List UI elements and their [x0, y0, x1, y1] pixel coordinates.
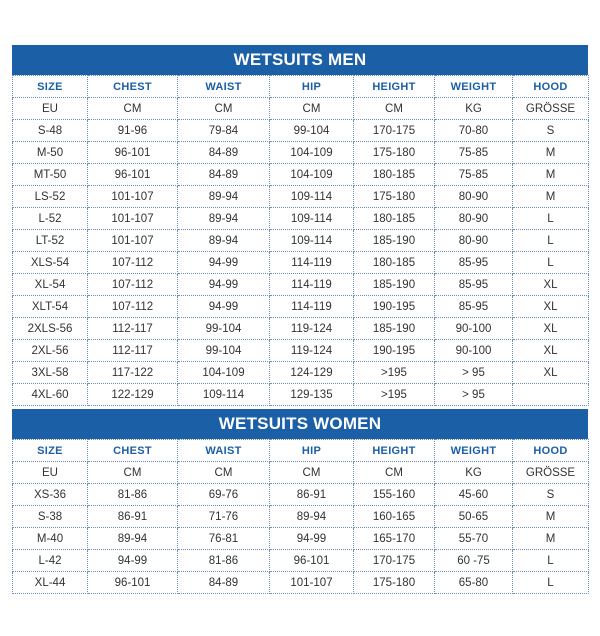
men-table-row-chest-cell: 101-107: [88, 208, 178, 230]
men-table-row-waist-cell: 104-109: [178, 362, 270, 384]
men-table-row-hood-cell: L: [513, 252, 589, 274]
men-table-row: [13, 340, 589, 362]
women-table-row-hood-cell: L: [513, 550, 589, 572]
men-table-row-size-cell: XLT-54: [13, 296, 88, 318]
men-table-row-weight-cell: 90-100: [435, 340, 513, 362]
men-table-row: [13, 142, 589, 164]
women-table-row-hip-cell: 94-99: [270, 528, 354, 550]
women-table-row-chest-cell: 81-86: [88, 484, 178, 506]
women-table-row-size-cell: XS-36: [13, 484, 88, 506]
men-table-row: [13, 230, 589, 252]
men-table-row-hood-cell: XL: [513, 362, 589, 384]
men-table-row-size-cell: MT-50: [13, 164, 88, 186]
men-table-row-height-cell: 185-190: [354, 230, 435, 252]
women-table-row: [13, 528, 589, 550]
women-header-row-size-cell: SIZE: [13, 440, 88, 462]
women-units-row-size-cell: EU: [13, 462, 88, 484]
men-table-row-height-cell: 175-180: [354, 142, 435, 164]
men-table-row: [13, 362, 589, 384]
women-table-row-hood-cell: M: [513, 506, 589, 528]
men-size-table: [12, 75, 589, 406]
men-chart-title: WETSUITS MEN: [12, 45, 588, 75]
men-table-row-weight-cell: 85-95: [435, 274, 513, 296]
men-table-row-hood-cell: M: [513, 186, 589, 208]
women-table-row-hip-cell: 89-94: [270, 506, 354, 528]
women-units-row-weight-cell: KG: [435, 462, 513, 484]
men-table-row-size-cell: 2XL-56: [13, 340, 88, 362]
men-table-row-weight-cell: 85-95: [435, 296, 513, 318]
men-table-row-hip-cell: 109-114: [270, 208, 354, 230]
men-size-chart: [12, 45, 588, 406]
men-table-row-hip-cell: 109-114: [270, 230, 354, 252]
men-table-row-hip-cell: 119-124: [270, 318, 354, 340]
men-table-row-waist-cell: 89-94: [178, 208, 270, 230]
men-table-row-size-cell: XLS-54: [13, 252, 88, 274]
men-table-row-height-cell: 175-180: [354, 186, 435, 208]
women-table-row-waist-cell: 81-86: [178, 550, 270, 572]
women-header-row-weight-cell: WEIGHT: [435, 440, 513, 462]
men-table-row-size-cell: XL-54: [13, 274, 88, 296]
women-table-row-weight-cell: 50-65: [435, 506, 513, 528]
men-table-row-hip-cell: 104-109: [270, 142, 354, 164]
men-table-row-hood-cell: S: [513, 120, 589, 142]
men-table-row-hood-cell: XL: [513, 340, 589, 362]
men-table-row-waist-cell: 94-99: [178, 296, 270, 318]
men-units-row: [13, 98, 589, 120]
men-table-row-chest-cell: 96-101: [88, 142, 178, 164]
men-table-row-waist-cell: 99-104: [178, 340, 270, 362]
men-table-row-chest-cell: 96-101: [88, 164, 178, 186]
women-table-row-hip-cell: 86-91: [270, 484, 354, 506]
men-header-row-weight-cell: WEIGHT: [435, 76, 513, 98]
women-table-row-height-cell: 160-165: [354, 506, 435, 528]
women-table-row-hood-cell: M: [513, 528, 589, 550]
men-table-row-weight-cell: 75-85: [435, 142, 513, 164]
men-table-row-size-cell: 3XL-58: [13, 362, 88, 384]
men-table-row: [13, 296, 589, 318]
men-table-row-hood-cell: M: [513, 142, 589, 164]
men-table-row-hip-cell: 119-124: [270, 340, 354, 362]
men-table-row-size-cell: LT-52: [13, 230, 88, 252]
women-table-row-height-cell: 155-160: [354, 484, 435, 506]
men-table-row-weight-cell: > 95: [435, 362, 513, 384]
women-units-row-hood-cell: GRÖSSE: [513, 462, 589, 484]
men-table-row-hip-cell: 114-119: [270, 296, 354, 318]
men-units-row-height-cell: CM: [354, 98, 435, 120]
men-table-row-weight-cell: > 95: [435, 384, 513, 406]
women-table-row: [13, 550, 589, 572]
men-table-row: [13, 186, 589, 208]
men-table-row-chest-cell: 112-117: [88, 318, 178, 340]
men-table-row-hip-cell: 104-109: [270, 164, 354, 186]
women-table-row-weight-cell: 55-70: [435, 528, 513, 550]
men-table-row-waist-cell: 89-94: [178, 186, 270, 208]
men-table-row-waist-cell: 89-94: [178, 230, 270, 252]
women-table-row-size-cell: XL-44: [13, 572, 88, 594]
men-table-row-height-cell: 185-190: [354, 274, 435, 296]
women-size-chart: [12, 409, 588, 594]
men-table-row-height-cell: 180-185: [354, 208, 435, 230]
men-table-row-weight-cell: 80-90: [435, 186, 513, 208]
women-table-row-hood-cell: L: [513, 572, 589, 594]
women-table-row-waist-cell: 84-89: [178, 572, 270, 594]
women-units-row-hip-cell: CM: [270, 462, 354, 484]
men-table-row-hood-cell: L: [513, 208, 589, 230]
men-table-row-chest-cell: 117-122: [88, 362, 178, 384]
men-table-row-waist-cell: 109-114: [178, 384, 270, 406]
men-table-row-hip-cell: 129-135: [270, 384, 354, 406]
men-table-row: [13, 164, 589, 186]
men-table-row: [13, 384, 589, 406]
men-table-row-chest-cell: 91-96: [88, 120, 178, 142]
men-table-row-size-cell: LS-52: [13, 186, 88, 208]
women-table-row-hip-cell: 96-101: [270, 550, 354, 572]
men-table-row-waist-cell: 84-89: [178, 142, 270, 164]
women-table-row-chest-cell: 89-94: [88, 528, 178, 550]
women-table-row: [13, 484, 589, 506]
men-table-row-chest-cell: 107-112: [88, 252, 178, 274]
women-table-row: [13, 506, 589, 528]
women-table-row: [13, 572, 589, 594]
women-table-row-weight-cell: 60 -75: [435, 550, 513, 572]
men-table-row-hood-cell: XL: [513, 318, 589, 340]
men-table-row-hip-cell: 114-119: [270, 252, 354, 274]
men-table-row-size-cell: S-48: [13, 120, 88, 142]
men-table-row-hip-cell: 99-104: [270, 120, 354, 142]
men-table-row-hood-cell: [513, 384, 589, 406]
women-units-row: [13, 462, 589, 484]
women-header-row-height-cell: HEIGHT: [354, 440, 435, 462]
women-header-row-chest-cell: CHEST: [88, 440, 178, 462]
men-table-row-height-cell: 185-190: [354, 318, 435, 340]
men-table-row-height-cell: >195: [354, 384, 435, 406]
women-table-row-size-cell: M-40: [13, 528, 88, 550]
men-units-row-hip-cell: CM: [270, 98, 354, 120]
men-table-row-waist-cell: 99-104: [178, 318, 270, 340]
women-table-row-height-cell: 175-180: [354, 572, 435, 594]
women-table-row-chest-cell: 94-99: [88, 550, 178, 572]
men-table-row-weight-cell: 80-90: [435, 230, 513, 252]
women-header-row-waist-cell: WAIST: [178, 440, 270, 462]
men-table-row-hood-cell: M: [513, 164, 589, 186]
women-table-row-waist-cell: 69-76: [178, 484, 270, 506]
women-header-row-hip-cell: HIP: [270, 440, 354, 462]
women-table-row-weight-cell: 65-80: [435, 572, 513, 594]
men-header-row-hood-cell: HOOD: [513, 76, 589, 98]
men-header-row-waist-cell: WAIST: [178, 76, 270, 98]
men-units-row-chest-cell: CM: [88, 98, 178, 120]
men-table-row-hip-cell: 124-129: [270, 362, 354, 384]
women-units-row-chest-cell: CM: [88, 462, 178, 484]
men-table-row-size-cell: L-52: [13, 208, 88, 230]
men-table-row-height-cell: 190-195: [354, 296, 435, 318]
men-units-row-size-cell: EU: [13, 98, 88, 120]
men-table-row-chest-cell: 101-107: [88, 186, 178, 208]
women-header-row-hood-cell: HOOD: [513, 440, 589, 462]
men-table-row: [13, 318, 589, 340]
men-units-row-waist-cell: CM: [178, 98, 270, 120]
men-table-row-waist-cell: 94-99: [178, 252, 270, 274]
women-table-row-size-cell: S-38: [13, 506, 88, 528]
men-header-row-chest-cell: CHEST: [88, 76, 178, 98]
women-table-row-size-cell: L-42: [13, 550, 88, 572]
women-table-row-weight-cell: 45-60: [435, 484, 513, 506]
men-table-row-waist-cell: 84-89: [178, 164, 270, 186]
women-table-row-chest-cell: 96-101: [88, 572, 178, 594]
men-units-row-hood-cell: GRÖSSE: [513, 98, 589, 120]
men-table-row-waist-cell: 79-84: [178, 120, 270, 142]
men-table-row-size-cell: 4XL-60: [13, 384, 88, 406]
men-table-row: [13, 252, 589, 274]
men-header-row-height-cell: HEIGHT: [354, 76, 435, 98]
men-table-row-weight-cell: 75-85: [435, 164, 513, 186]
men-units-row-weight-cell: KG: [435, 98, 513, 120]
men-table-row-weight-cell: 90-100: [435, 318, 513, 340]
men-table-row-height-cell: 190-195: [354, 340, 435, 362]
women-table-row-hood-cell: S: [513, 484, 589, 506]
men-table-row-height-cell: 180-185: [354, 252, 435, 274]
men-table-row-hood-cell: XL: [513, 296, 589, 318]
men-table-row-hip-cell: 109-114: [270, 186, 354, 208]
men-table-row-chest-cell: 122-129: [88, 384, 178, 406]
men-table-row-hood-cell: XL: [513, 274, 589, 296]
women-table-row-height-cell: 165-170: [354, 528, 435, 550]
men-table-row-weight-cell: 80-90: [435, 208, 513, 230]
women-units-row-height-cell: CM: [354, 462, 435, 484]
men-table-row-weight-cell: 70-80: [435, 120, 513, 142]
men-table-row-height-cell: 180-185: [354, 164, 435, 186]
men-table-row-chest-cell: 101-107: [88, 230, 178, 252]
men-header-row-hip-cell: HIP: [270, 76, 354, 98]
men-table-row-weight-cell: 85-95: [435, 252, 513, 274]
women-table-row-chest-cell: 86-91: [88, 506, 178, 528]
women-chart-title: WETSUITS WOMEN: [12, 409, 588, 439]
men-table-row-height-cell: 170-175: [354, 120, 435, 142]
men-table-row-hood-cell: L: [513, 230, 589, 252]
men-table-row-hip-cell: 114-119: [270, 274, 354, 296]
women-units-row-waist-cell: CM: [178, 462, 270, 484]
men-table-row-chest-cell: 112-117: [88, 340, 178, 362]
women-table-row-height-cell: 170-175: [354, 550, 435, 572]
men-table-row: [13, 208, 589, 230]
women-table-row-waist-cell: 71-76: [178, 506, 270, 528]
men-table-row-height-cell: >195: [354, 362, 435, 384]
men-table-row: [13, 274, 589, 296]
men-table-row-size-cell: 2XLS-56: [13, 318, 88, 340]
men-table-row-chest-cell: 107-112: [88, 274, 178, 296]
women-header-row: [13, 440, 589, 462]
men-header-row-size-cell: SIZE: [13, 76, 88, 98]
men-table-row-size-cell: M-50: [13, 142, 88, 164]
men-table-row: [13, 120, 589, 142]
women-table-row-hip-cell: 101-107: [270, 572, 354, 594]
men-header-row: [13, 76, 589, 98]
women-size-table: [12, 439, 589, 594]
men-table-row-waist-cell: 94-99: [178, 274, 270, 296]
men-table-row-chest-cell: 107-112: [88, 296, 178, 318]
women-table-row-waist-cell: 76-81: [178, 528, 270, 550]
